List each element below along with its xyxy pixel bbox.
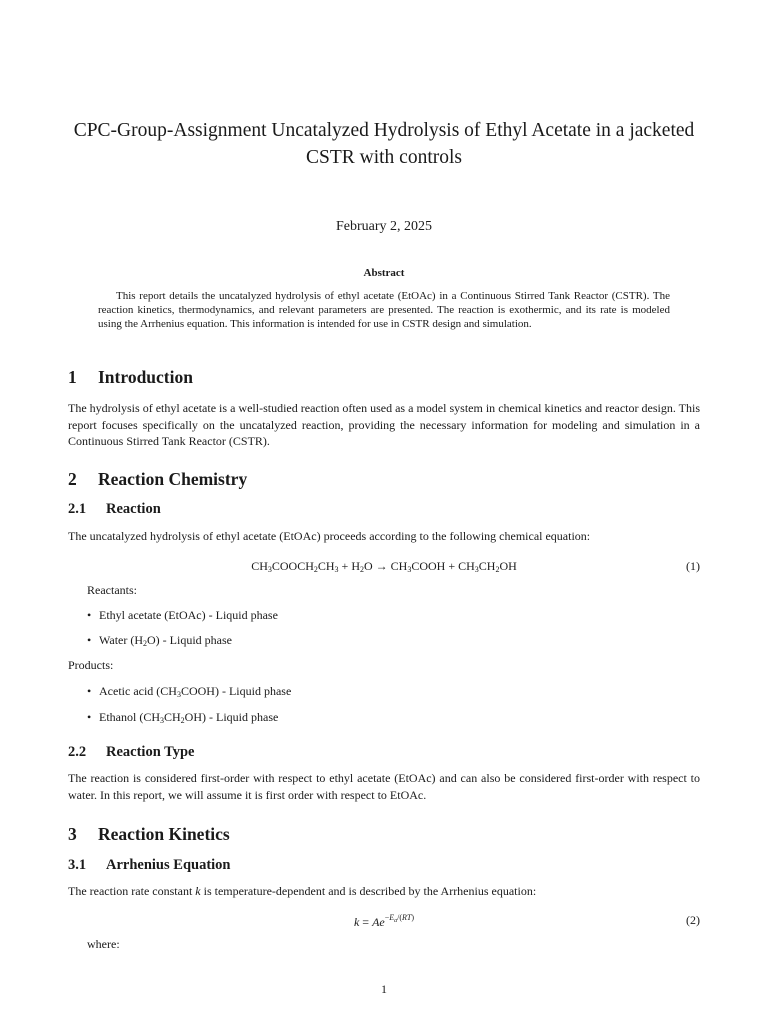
subsection-title: Reaction <box>106 501 161 517</box>
subsection-2-1-heading <box>68 501 161 518</box>
section-number: 1 <box>68 367 77 387</box>
subsection-2-2-heading <box>68 744 194 761</box>
section-1-heading <box>68 367 193 388</box>
section-2-heading <box>68 469 247 490</box>
subsection-3-1-heading <box>68 857 231 874</box>
equation-2 <box>68 913 700 930</box>
section-3-heading <box>68 824 230 845</box>
abstract-text: This report details the uncatalyzed hydrolysis of ethyl acetate (EtOAc) in a Continuous Stirred Tank Reactor (CSTR). The reaction kinetics, thermodynamics, and relevant parameters are presented. The reaction is exothermic, and its rate is modeled using the Arrhenius equation. This information is intended for use in CSTR design and simulation. <box>98 290 670 330</box>
subsection-number: 2.2 <box>68 744 87 760</box>
reaction-type-paragraph: The reaction is considered first-order with respect to ethyl acetate (EtOAc) and can also be considered first-order with respect to water. In this report, we will assume it is first order with respect to EtOAc. <box>68 771 700 802</box>
list-item <box>87 633 232 648</box>
subsection-number: 2.1 <box>68 501 87 517</box>
list-item <box>87 608 278 623</box>
list-item <box>87 710 278 725</box>
reactant-item: Ethyl acetate (EtOAc) - Liquid phase <box>99 608 278 622</box>
page-number: 1 <box>381 982 387 996</box>
subsection-title: Reaction Type <box>106 744 195 760</box>
equation-number: (2) <box>686 913 700 927</box>
text-fragment: The reaction rate constant <box>68 884 196 898</box>
subsection-number: 3.1 <box>68 857 87 873</box>
list-item <box>87 684 291 699</box>
reactant-item: Water $(H_2O)$ - Liquid phase <box>99 633 232 648</box>
reaction-paragraph: The uncatalyzed hydrolysis of ethyl acetate (EtOAc) proceeds according to the following chemical equation: <box>68 529 591 543</box>
equation-number: (1) <box>686 559 700 573</box>
section-number: 3 <box>68 824 77 844</box>
bullet-icon: • <box>87 710 92 724</box>
bullet-icon: • <box>87 608 92 622</box>
equation-1 <box>68 559 700 574</box>
section-title: Introduction <box>98 367 193 387</box>
section-number: 2 <box>68 469 77 489</box>
document-title: CPC-Group-Assignment Uncatalyzed Hydrolysis of Ethyl Acetate in a jacketed CSTR with controls <box>73 120 695 168</box>
subsection-title: Arrhenius Equation <box>106 857 231 873</box>
products-label: Products: <box>68 658 114 672</box>
reactants-label: Reactants: <box>87 583 137 597</box>
chemical-equation: $CH_3COOCH_2CH_3 + H_2O$ → $CH_3COOH + CH_3CH_2OH$ <box>251 559 517 574</box>
product-item: Acetic acid $(CH_3COOH)$ - Liquid phase <box>99 684 292 699</box>
introduction-paragraph: The hydrolysis of ethyl acetate is a well-studied reaction often used as a model system in chemical kinetics and reactor design. This report focuses specifically on the uncatalyzed reaction, providing the necessary information for modeling and simulation in a Continuous Stirred Tank Reactor (CSTR). <box>68 401 700 448</box>
abstract-heading: Abstract <box>363 267 405 279</box>
bullet-icon: • <box>87 633 92 647</box>
arrhenius-paragraph <box>68 883 700 900</box>
section-title: Reaction Chemistry <box>98 469 248 489</box>
arrhenius-equation: $k = Ae^{-E_a/(RT)}$ <box>353 913 415 929</box>
product-item: Ethanol $(CH_3CH_2OH)$ - Liquid phase <box>99 710 279 725</box>
document-date: February 2, 2025 <box>335 219 433 234</box>
where-label: where: <box>87 937 120 951</box>
bullet-icon: • <box>87 684 92 698</box>
text-fragment: is temperature-dependent and is described by the Arrhenius equation: <box>200 884 537 898</box>
section-title: Reaction Kinetics <box>98 824 230 844</box>
variable-k: k <box>195 884 201 898</box>
